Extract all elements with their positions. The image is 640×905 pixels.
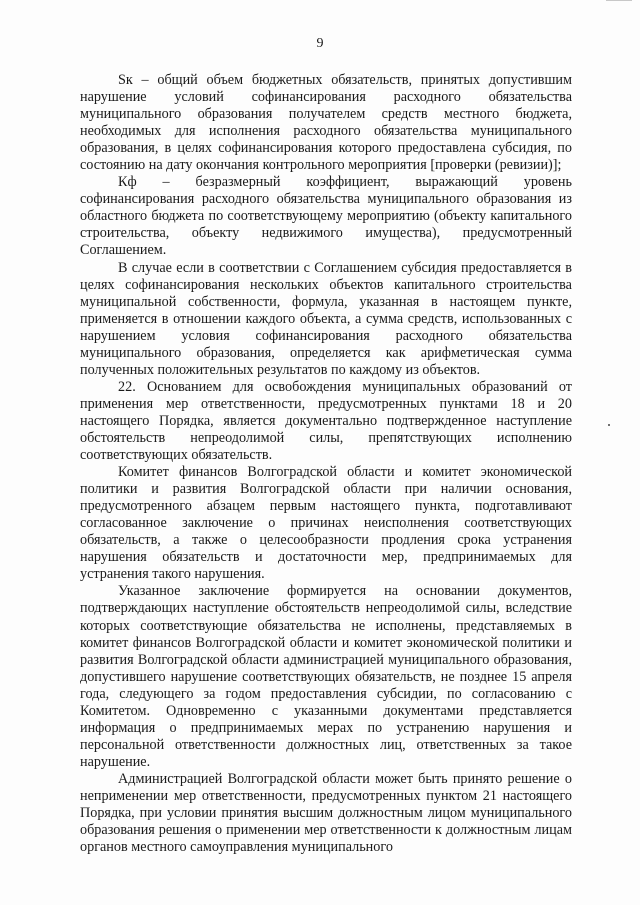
paragraph-conclusion-basis: Указанное заключение формируется на основании документов, подтверждающих наступление обстоятельств непреодолимой силы, вследствие которых соответствующие обязательства не исполнены, представляемых в комитет финансов Волгоградской области и комитет экономической политики и развития Волгоградской области администрацией муниципального образования, допустившего нарушение соответствующих обязательств, не позднее 15 апреля года, следующего за годом предоставления субсидии, по согласованию с Комитетом. Одновременно с указанными документами представляется информация о предпринимаемых мерах по устранению нарушения и персональной ответственности должностных лиц, ответственных за такое нарушение. [80, 583, 572, 770]
scan-speck [608, 424, 610, 426]
paragraph-multiple-objects: В случае если в соответствии с Соглашением субсидия предоставляется в целях софинансирования нескольких объектов капитального строительства муниципальной собственности, формула, указанная в настоящем пункте, применяется в отношении каждого объекта, а сумма средств, использованных с нарушением условия софинансирования расходного обязательства муниципального образования, определяется как арифметическая сумма полученных положительных результатов по каждому из объектов. [80, 259, 572, 378]
paragraph-sk-definition: Sк – общий объем бюджетных обязательств, принятых допустившим нарушение условий софинансирования расходного обязательства муниципального образования получателем средств местного бюджета, необходимых для исполнения расходного обязательства муниципального образования, в целях софинансирования которого предоставлена субсидия, по состоянию на дату окончания контрольного мероприятия [проверки (ревизии)]; [80, 72, 572, 174]
paragraph-kf-definition: Кф – безразмерный коэффициент, выражающий уровень софинансирования расходного обязательства муниципального образования из областного бюджета по соответствующему мероприятию (объекту капитального строительства, объекту недвижимого имущества), предусмотренный Соглашением. [80, 174, 572, 259]
page-number: 9 [316, 36, 324, 51]
paragraph-committee-conclusion: Комитет финансов Волгоградской области и комитет экономической политики и развития Волгоградской области при наличии основания, предусмотренного абзацем первым настоящего пункта, подготавливают согласованное заключение о причинах неисполнения соответствующих обязательств, а также о целесообразности продления срока устранения нарушения обязательств и достаточности мер, предпринимаемых для устранения такого нарушения. [80, 464, 572, 583]
paragraph-item-22: 22. Основанием для освобождения муниципальных образований от применения мер ответственности, предусмотренных пунктами 18 и 20 настоящего Порядка, является документально подтвержденное наступление обстоятельств непреодолимой силы, препятствующих исполнению соответствующих обязательств. [80, 378, 572, 464]
scan-edge-mark [606, 0, 632, 3]
paragraph-administration-decision: Администрацией Волгоградской области может быть принято решение о неприменении мер ответственности, предусмотренных пунктом 21 настоящего Порядка, при условии принятия высшим должностным лицом муниципального образования решения о применении мер ответственности к должностным лицам органов местного самоуправления муниципального [80, 770, 572, 856]
document-body [80, 72, 572, 856]
